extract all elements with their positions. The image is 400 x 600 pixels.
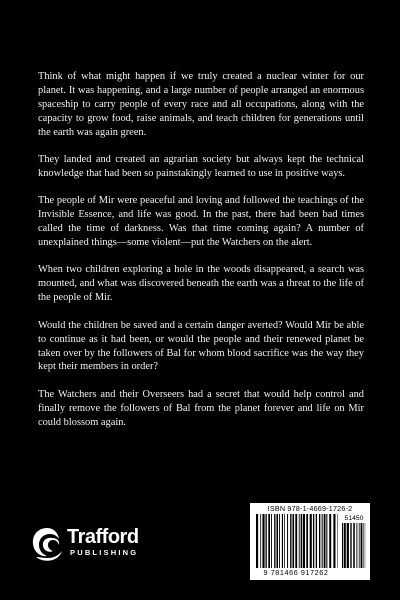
barcode-bar — [260, 514, 261, 568]
isbn-barcode — [250, 503, 370, 580]
barcode-bar — [271, 514, 272, 568]
barcode-bar — [290, 514, 291, 568]
barcode-bar — [319, 514, 320, 568]
blurb-paragraph: When two children exploring a hole in the woods disappeared, a search was mounted, and what was discovered beneath the earth was a threat to the life of the people of Mir. — [38, 264, 364, 304]
barcode-bar — [322, 514, 323, 568]
barcode-bar — [266, 514, 267, 568]
publisher-name: Trafford — [67, 526, 139, 548]
trafford-swirl-icon — [30, 525, 64, 565]
barcode-bar — [274, 514, 275, 568]
blurb-text — [38, 70, 364, 443]
barcode-bar — [292, 514, 294, 568]
barcode-bar — [256, 514, 258, 568]
blurb-paragraph: The people of Mir were peaceful and loving and followed the teachings of the Invisible Essence, and life was good. In the past, there had been bad times called the time of darkness. Was that time coming again? A number of unexplained things—some violent—put the Watchers on the alert. — [38, 195, 364, 249]
barcode-bar — [363, 523, 364, 568]
barcode-bar — [303, 514, 305, 568]
barcode-bar — [295, 514, 297, 568]
barcode-bar — [329, 514, 331, 568]
barcode-bar — [299, 514, 300, 568]
barcode-bar — [356, 523, 357, 568]
barcode-bar — [316, 514, 317, 568]
barcode-bar — [337, 514, 338, 568]
barcode-bar — [301, 514, 302, 568]
blurb-paragraph: Would the children be saved and a certain danger averted? Would Mir be able to continue as it had been, or would the people and their renewed planet be taken over by the followers of Bal for whom blood sacrifice was the way they kept their members in order? — [38, 319, 364, 373]
barcode-bar — [353, 523, 355, 568]
barcode-bar — [284, 514, 285, 568]
blurb-paragraph: The Watchers and their Overseers had a secret that would help control and finally remove the followers of Bal from the planet forever and life on Mir could blossom again. — [38, 388, 364, 428]
barcode-bar — [306, 514, 308, 568]
blurb-paragraph: They landed and created an agrarian society but always kept the technical knowledge that had been so painstakingly learned to use in positive ways. — [38, 154, 364, 179]
barcode-bar — [268, 514, 270, 568]
barcode-bar — [347, 523, 349, 568]
blurb-paragraph: Think of what might happen if we truly created a nuclear winter for our planet. It was happening, and a large number of people arranged an enormous spaceship to carry people of every race and all occupations, along with the capacity to grow food, raise animals, and teach children for generations until the earth was again green. — [38, 71, 364, 138]
barcode-bar — [359, 523, 360, 568]
isbn-label: ISBN 978-1-4669-1726-2 — [267, 504, 353, 513]
barcode-bar — [282, 514, 283, 568]
barcode-bars — [254, 514, 368, 569]
barcode-bar — [342, 523, 343, 568]
barcode-bar — [287, 514, 288, 568]
barcode-bar — [310, 514, 312, 568]
barcode-bar — [313, 514, 314, 568]
barcode-bar — [262, 514, 264, 568]
barcode-bar — [344, 523, 346, 568]
barcode-bar — [350, 523, 351, 568]
barcode-bar — [276, 514, 278, 568]
barcode-digits: 9 781466 917262 — [263, 568, 329, 577]
barcode-bar — [326, 514, 327, 568]
publisher-logo — [30, 523, 170, 573]
barcode-bar — [333, 514, 335, 568]
barcode-bar — [361, 523, 363, 568]
barcode-bar — [324, 514, 326, 568]
publisher-tagline: PUBLISHING — [70, 548, 139, 557]
barcode-bar — [279, 514, 280, 568]
barcode-addon-digits: 51450 — [344, 515, 364, 522]
